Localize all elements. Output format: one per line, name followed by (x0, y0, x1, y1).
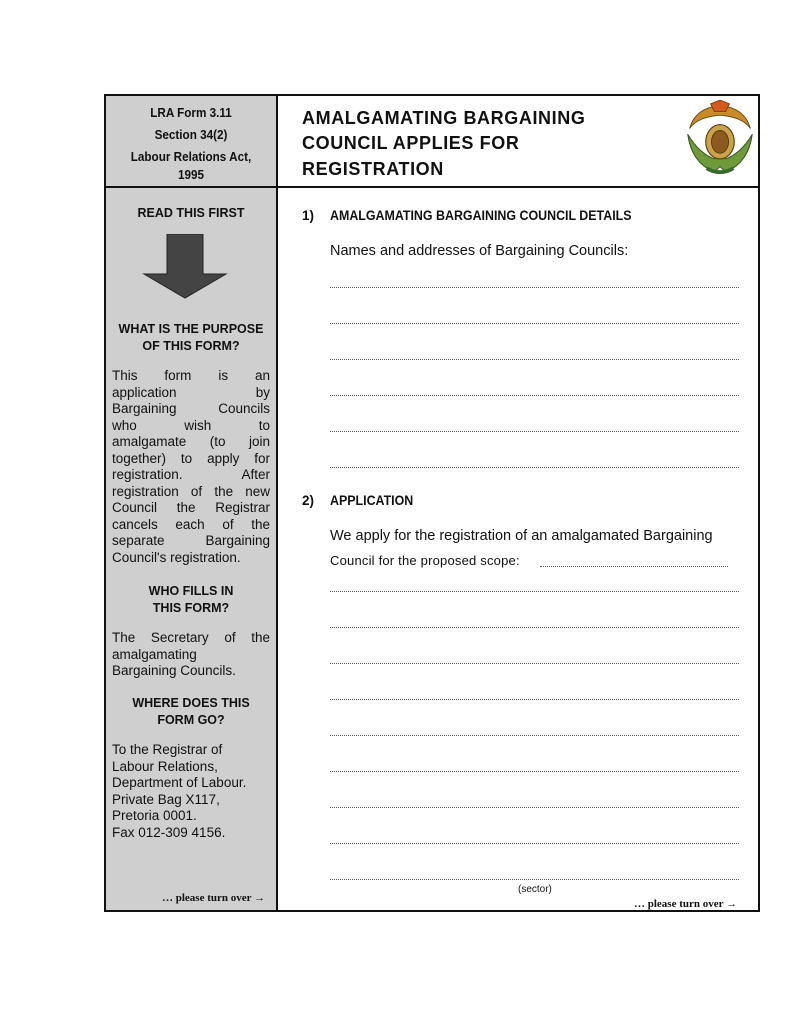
scope-line[interactable] (330, 807, 739, 808)
scope-line[interactable] (330, 771, 739, 772)
purpose-line: registration. After (112, 467, 270, 482)
where-heading-2: FORM GO? (157, 713, 225, 727)
purpose-line: cancels each of the (112, 516, 270, 532)
purpose-line: amalgamate (to join (112, 434, 270, 449)
read-first-heading: READ THIS FIRST (137, 206, 245, 220)
purpose-line: Bargaining Councils (112, 401, 270, 416)
purpose-heading-1: WHAT IS THE PURPOSE (118, 322, 264, 336)
scope-line[interactable] (330, 699, 739, 700)
sector-caption: (sector) (518, 884, 552, 895)
purpose-line: This form is an (112, 368, 270, 383)
scope-line[interactable] (330, 843, 739, 844)
purpose-line: who wish to (112, 417, 270, 433)
where-heading-1: WHERE DOES THIS (132, 696, 250, 710)
form-id: LRA Form 3.11 (150, 105, 232, 120)
title-line-3: REGISTRATION (302, 159, 444, 179)
where-text (112, 742, 270, 841)
scope-line[interactable] (330, 591, 739, 592)
act-line-1: Labour Relations Act, (130, 149, 252, 164)
title-line-1: AMALGAMATING BARGAINING (302, 108, 586, 128)
section-2-number: 2) (302, 493, 315, 508)
scope-label: Council for the proposed scope: (330, 553, 520, 568)
who-line: The Secretary of the (112, 630, 270, 645)
purpose-line: separate Bargaining (112, 533, 270, 548)
council-name-line[interactable] (330, 431, 739, 432)
down-arrow-icon (140, 234, 230, 300)
purpose-line: together) to apply for (112, 450, 270, 466)
who-heading-2: THIS FORM? (152, 601, 230, 615)
title-line-2: COUNCIL APPLIES FOR (302, 133, 520, 153)
section-1-title: AMALGAMATING BARGAINING COUNCIL DETAILS (330, 208, 632, 223)
scope-line[interactable] (330, 735, 739, 736)
section-2-statement: We apply for the registration of an amalgamated Bargaining (330, 528, 713, 544)
purpose-line: application by (112, 384, 270, 400)
who-text (112, 630, 270, 680)
where-line: Private Bag X117, (112, 791, 220, 807)
purpose-line: Council the Registrar (112, 500, 270, 515)
council-name-line[interactable] (330, 395, 739, 396)
scope-line[interactable] (330, 663, 739, 664)
who-line: Bargaining Councils. (112, 663, 236, 678)
where-line: To the Registrar of (112, 742, 223, 757)
purpose-heading-2: OF THIS FORM? (142, 339, 240, 353)
act-line-2: 1995 (177, 167, 205, 182)
where-line: Labour Relations, (112, 758, 218, 774)
form-section: Section 34(2) (154, 127, 228, 142)
council-name-line[interactable] (330, 287, 739, 288)
where-line: Fax 012-309 4156. (112, 824, 226, 840)
where-line: Department of Labour. (112, 775, 247, 790)
council-name-line[interactable] (330, 323, 739, 324)
where-line: Pretoria 0001. (112, 808, 197, 823)
council-name-line[interactable] (330, 467, 739, 468)
sidebar (106, 96, 278, 910)
scope-line[interactable] (330, 627, 739, 628)
who-line: amalgamating (112, 646, 197, 662)
sidebar-turn-over: … please turn over → (162, 892, 266, 904)
purpose-line: Council's registration. (112, 549, 241, 565)
who-heading-1: WHO FILLS IN (148, 584, 234, 598)
section-1-number: 1) (302, 208, 315, 223)
council-name-line[interactable] (330, 359, 739, 360)
purpose-line: registration of the new (112, 483, 270, 499)
scope-line[interactable] (330, 879, 739, 880)
coat-of-arms-icon (684, 100, 756, 176)
section-2-title: APPLICATION (330, 493, 414, 508)
scope-input-line[interactable] (540, 566, 728, 567)
section-1-prompt: Names and addresses of Bargaining Councils: (330, 243, 629, 259)
form-reference-box (106, 96, 276, 188)
purpose-text (112, 368, 270, 566)
footer-turn-over: … please turn over → (634, 898, 738, 910)
